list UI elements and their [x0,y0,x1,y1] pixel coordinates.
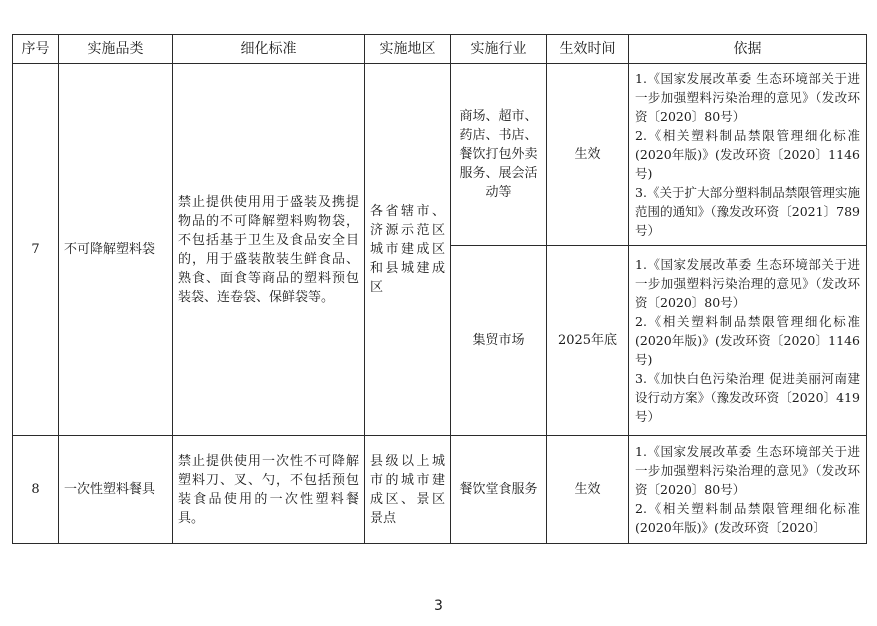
basis-item: 2.《相关塑料制品禁限管理细化标准(2020年版)》(发改环资〔2020〕 [635,501,860,535]
basis-item: 1.《国家发展改革委 生态环境部关于进一步加强塑料污染治理的意见》（发改环资〔2020〕80号） [635,444,860,497]
page-number: 3 [434,598,443,614]
header-category: 实施品类 [59,35,173,64]
row-effective: 生效 [547,436,629,544]
header-row [13,35,867,64]
basis-item: 3.《关于扩大部分塑料制品禁限管理实施范围的通知》（豫发改环资〔2021〕789号） [635,185,860,238]
row-region: 各省辖市、济源示范区城市建成区和县城建成区 [365,64,451,436]
row-basis [629,64,867,246]
regulation-table [12,34,867,544]
table-row [13,436,867,544]
row-basis [629,436,867,544]
row-basis [629,246,867,436]
row-standard: 禁止提供使用用于盛装及携提物品的不可降解塑料购物袋，不包括基于卫生及食品安全目的，用于盛装散装生鲜食品、熟食、面食等商品的塑料预包装袋、连卷袋、保鲜袋等。 [173,64,365,436]
row-standard: 禁止提供使用一次性不可降解塑料刀、叉、勺，不包括预包装食品使用的一次性塑料餐具。 [173,436,365,544]
row-no: 8 [13,436,59,544]
header-standard: 细化标准 [173,35,365,64]
header-industry: 实施行业 [451,35,547,64]
basis-item: 2.《相关塑料制品禁限管理细化标准(2020年版)》(发改环资〔2020〕1146号) [635,128,860,181]
basis-item: 2.《相关塑料制品禁限管理细化标准(2020年版)》(发改环资〔2020〕1146号) [635,314,860,367]
basis-item: 1.《国家发展改革委 生态环境部关于进一步加强塑料污染治理的意见》（发改环资〔2020〕80号） [635,71,860,124]
row-industry: 集贸市场 [451,246,547,436]
row-no: 7 [13,64,59,436]
basis-item: 3.《加快白色污染治理 促进美丽河南建设行动方案》（豫发改环资〔2020〕419号） [635,371,860,424]
row-industry: 商场、超市、药店、书店、餐饮打包外卖服务、展会活动等 [451,64,547,246]
row-region: 县级以上城市的城市建成区、景区景点 [365,436,451,544]
header-basis: 依据 [629,35,867,64]
row-category: 一次性塑料餐具 [59,436,173,544]
row-effective: 2025年底 [547,246,629,436]
header-no: 序号 [13,35,59,64]
table-row [13,64,867,246]
row-effective: 生效 [547,64,629,246]
row-category: 不可降解塑料袋 [59,64,173,436]
header-effective: 生效时间 [547,35,629,64]
header-region: 实施地区 [365,35,451,64]
row-industry: 餐饮堂食服务 [451,436,547,544]
basis-item: 1.《国家发展改革委 生态环境部关于进一步加强塑料污染治理的意见》（发改环资〔2020〕80号） [635,257,860,310]
